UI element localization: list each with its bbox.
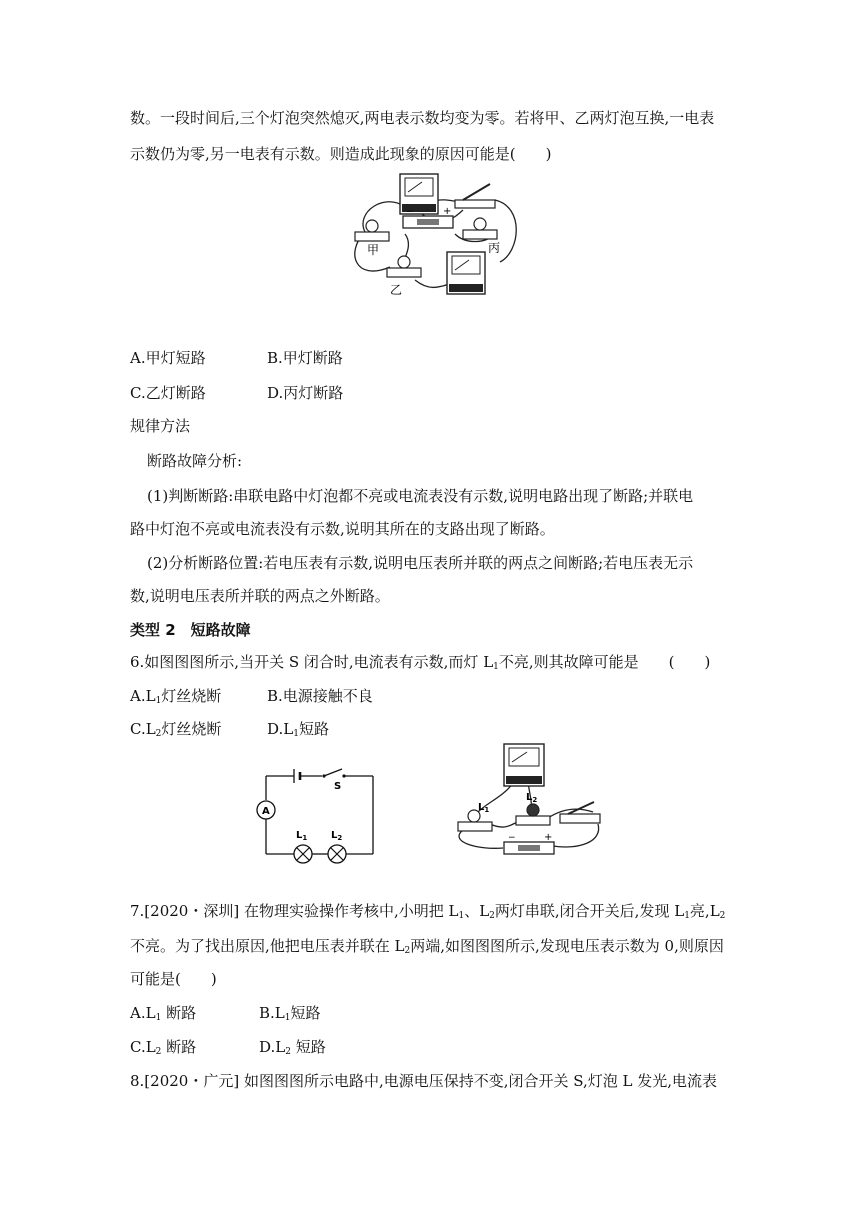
q5-circuit-figure bbox=[345, 172, 535, 307]
q6-lamp-l1-symbol bbox=[294, 845, 312, 863]
type2-title: 类型 2 短路故障 bbox=[130, 621, 251, 639]
q7-line-2: 不亮。为了找出原因,他把电压表并联在 $L_2$两端,如图图图所示,发现电压表示数为 0,则原因 bbox=[130, 937, 724, 956]
q7-l2-label: $L_2$ bbox=[526, 792, 538, 804]
q6-option-b: B.电源接触不良 bbox=[267, 687, 373, 705]
q7-option-d: $D.L_2$ 短路 bbox=[259, 1038, 326, 1057]
q6-schematic-figure bbox=[252, 766, 387, 866]
q5-option-a: A.甲灯短路 bbox=[130, 349, 206, 367]
q6-option-a: $A.L_1$灯丝烧断 bbox=[130, 687, 222, 706]
q6-battery-symbol bbox=[294, 769, 300, 783]
q7-l1-label: $L_1$ bbox=[478, 802, 490, 814]
q6-l1-label: $L_1$ bbox=[296, 830, 308, 842]
q5-lamp-yi bbox=[387, 256, 421, 277]
method-p2-line-2: 数,说明电压表所并联的两点之外断路。 bbox=[130, 587, 390, 605]
q5-label-yi: 乙 bbox=[390, 283, 403, 297]
q6-switch-symbol bbox=[322, 769, 345, 778]
q5-option-d: D.丙灯断路 bbox=[267, 384, 344, 402]
q7-circuit-figure bbox=[448, 742, 608, 860]
q5-lamp-bing bbox=[463, 218, 497, 239]
q6-option-d: $D.L_1$短路 bbox=[267, 720, 329, 739]
q7-lamp-l2 bbox=[516, 804, 550, 825]
method-subheading: 断路故障分析: bbox=[147, 452, 243, 470]
q7-line-3: 可能是( ) bbox=[130, 970, 217, 988]
q7-voltmeter bbox=[504, 744, 544, 786]
svg-text:+: + bbox=[544, 832, 553, 843]
method-p1-line-2: 路中灯泡不亮或电流表没有示数,说明其所在的支路出现了断路。 bbox=[130, 520, 555, 538]
q5-line-2: 示数仍为零,另一电表有示数。则造成此现象的原因可能是( ) bbox=[130, 145, 552, 163]
q6-lamp-l2-symbol bbox=[328, 845, 346, 863]
method-p2-line-1: (2)分析断路位置:若电压表有示数,说明电压表所并联的两点之间断路;若电压表无示 bbox=[147, 554, 694, 572]
method-p1-line-1: (1)判断断路:串联电路中灯泡都不亮或电流表没有示数,说明电路出现了断路;并联电 bbox=[147, 487, 694, 505]
q5-switch bbox=[455, 184, 495, 208]
svg-text:A: A bbox=[262, 806, 270, 817]
q5-option-b: B.甲灯断路 bbox=[267, 349, 343, 367]
q5-option-c: C.乙灯断路 bbox=[130, 384, 206, 402]
q5-line-1: 数。一段时间后,三个灯泡突然熄灭,两电表示数均变为零。若将甲、乙两灯泡互换,一电表 bbox=[130, 109, 715, 127]
method-heading: 规律方法 bbox=[130, 417, 191, 435]
svg-text:+: + bbox=[443, 206, 452, 217]
q7-option-b: $B.L_1$短路 bbox=[259, 1004, 321, 1023]
q5-lamp-jia bbox=[355, 220, 389, 241]
q7-option-a: $A.L_1$ 断路 bbox=[130, 1004, 197, 1023]
q5-ammeter bbox=[447, 252, 485, 294]
q6-ammeter-symbol bbox=[257, 801, 275, 819]
q6-l2-label: $L_2$ bbox=[331, 830, 343, 842]
q7-option-c: $C.L_2$ 断路 bbox=[130, 1038, 197, 1057]
q6-switch-label: S bbox=[334, 781, 342, 792]
q8-line-1: 8.[2020・广元] 如图图图所示电路中,电源电压保持不变,闭合开关 S,灯泡 L 发光,电流表 bbox=[130, 1072, 718, 1090]
svg-text:−: − bbox=[508, 833, 516, 843]
svg-text:−: − bbox=[406, 207, 414, 217]
q7-line-1: 7.[2020・深圳] 在物理实验操作考核中,小明把 $L_1$、$L_2$两灯串联,闭合开关后,发现 $L_1$亮$,L_2$ bbox=[130, 902, 726, 921]
q7-switch bbox=[560, 802, 600, 823]
q7-battery bbox=[504, 832, 554, 854]
q6-stem: 6.如图图图所示,当开关 S 闭合时,电流表有示数,而灯 $L_1$不亮,则其故障可能是 ( ) bbox=[130, 653, 711, 672]
q5-label-bing: 丙 bbox=[488, 241, 501, 255]
q5-label-jia: 甲 bbox=[367, 243, 380, 257]
q6-option-c: $C.L_2$灯丝烧断 bbox=[130, 720, 222, 739]
